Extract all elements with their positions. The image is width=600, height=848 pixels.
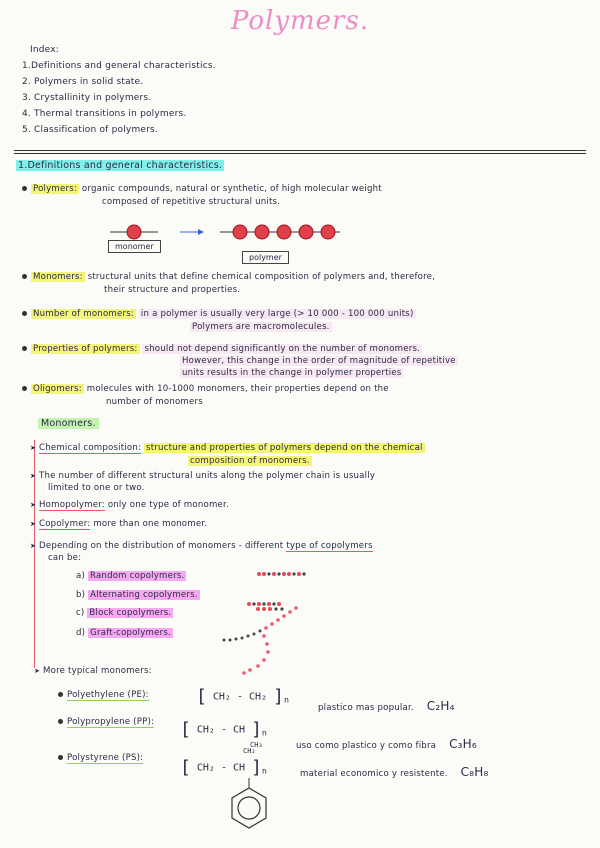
index-item: 5. Classification of polymers. bbox=[22, 125, 158, 135]
homo-def: only one type of monomer. bbox=[107, 500, 229, 510]
index-label: Index: bbox=[30, 45, 60, 55]
polymer-circle bbox=[233, 225, 247, 239]
page-title: Polymers. bbox=[230, 6, 370, 36]
chem-def-line: composition of monomers. bbox=[190, 456, 310, 466]
polystyrene-formula: [ CH₂ - CH ]$_n$ bbox=[180, 757, 267, 778]
index-item: 3. Crystallinity in polymers. bbox=[22, 93, 152, 103]
polymer-label: polymer bbox=[242, 251, 289, 264]
chem-def-line: structure and properties of polymers depend on the chemical bbox=[146, 443, 423, 453]
divider bbox=[14, 153, 586, 154]
graft-copolymer-sketch bbox=[220, 600, 310, 680]
random-copolymer-sketch bbox=[255, 568, 355, 580]
bullet-icon bbox=[22, 186, 27, 191]
polypropylene-label: Polypropylene (PP): bbox=[58, 716, 154, 728]
depending-line: can be: bbox=[48, 553, 82, 563]
homopolymer-line bbox=[30, 499, 229, 511]
copolymer-type: d) Graft-copolymers. bbox=[76, 628, 171, 638]
polymers-def-line: composed of repetitive structural units. bbox=[102, 197, 281, 207]
arrow-icon: ➤ bbox=[30, 501, 37, 509]
properties-definition bbox=[22, 343, 597, 355]
index-item: 2. Polymers in solid state. bbox=[22, 77, 144, 87]
benzene-ring bbox=[224, 778, 274, 832]
polymer-circle bbox=[277, 225, 291, 239]
monomers-heading-text: Monomers. bbox=[38, 418, 99, 429]
oligomers-def-line: molecules with 10-1000 monomers, their properties depend on the bbox=[86, 384, 389, 394]
monomer-circle bbox=[127, 225, 141, 239]
polystyrene-note: material economico y resistente. C₈H₈ bbox=[300, 765, 489, 779]
properties-def-line: should not depend significantly on the number of monomers. bbox=[144, 344, 421, 354]
depending-line: ➤ Depending on the distribution of monomers - different type of copolymers bbox=[30, 541, 373, 551]
structural-units-line: limited to one or two. bbox=[48, 483, 145, 493]
index-list bbox=[22, 58, 216, 138]
polypropylene-formula: [ CH₂ - CH ]$_n$ bbox=[180, 719, 267, 740]
copoly-term: Copolymer: bbox=[39, 519, 91, 529]
polyethylene-label: Polyethylene (PE): bbox=[58, 689, 149, 701]
copolymer-type: b) Alternating copolymers. bbox=[76, 590, 198, 600]
index-item: 1.Definitions and general characteristics. bbox=[22, 61, 216, 71]
polypropylene-note: uso como plastico y como fibra C₃H₆ bbox=[296, 737, 477, 751]
properties-term: Properties of polymers: bbox=[33, 344, 138, 354]
monomers-term: Monomers: bbox=[33, 272, 83, 282]
number-definition bbox=[22, 308, 597, 320]
bullet-icon bbox=[58, 719, 63, 724]
arrow-icon: ➤ bbox=[30, 542, 37, 550]
bullet-icon bbox=[22, 311, 27, 316]
arrow-icon: ➤ bbox=[30, 472, 37, 480]
monomers-definition bbox=[22, 271, 592, 283]
structural-units-line: ➤ The number of different structural units along the polymer chain is usually bbox=[30, 471, 376, 481]
monomer-label: monomer bbox=[108, 240, 161, 253]
chem-term: Chemical composition: bbox=[39, 443, 142, 453]
section-heading bbox=[16, 160, 224, 172]
oligomers-term: Oligomers: bbox=[33, 384, 82, 394]
monomers-def-line: structural units that define chemical composition of polymers and, therefore, bbox=[87, 272, 436, 282]
polymer-circle bbox=[321, 225, 335, 239]
section-heading-text: 1.Definitions and general characteristics. bbox=[18, 160, 223, 171]
divider bbox=[14, 150, 586, 151]
number-def-line: Polymers are macromolecules. bbox=[192, 322, 330, 332]
properties-def-line: units results in the change in polymer properties bbox=[182, 368, 402, 378]
oligomers-definition bbox=[22, 383, 597, 395]
index-item: 4. Thermal transitions in polymers. bbox=[22, 109, 187, 119]
monomers-heading bbox=[38, 418, 99, 430]
polymers-term: Polymers: bbox=[33, 184, 77, 194]
monomers-def-line: their structure and properties. bbox=[104, 285, 241, 295]
arrow-icon: ➤ bbox=[30, 444, 37, 452]
properties-def-line: However, this change in the order of magnitude of repetitive bbox=[182, 356, 456, 366]
copolymer-type: c) Block copolymers. bbox=[76, 608, 172, 618]
bullet-icon bbox=[22, 386, 27, 391]
bullet-icon bbox=[58, 692, 63, 697]
polyethylene-note: plastico mas popular. C₂H₄ bbox=[318, 699, 455, 713]
chem-composition bbox=[30, 442, 595, 454]
bullet-icon bbox=[22, 274, 27, 279]
arrow-icon: ➤ bbox=[30, 520, 37, 528]
number-def-line: in a polymer is usually very large (> 10 000 - 100 000 units) bbox=[140, 309, 414, 319]
polymers-def-line: organic compounds, natural or synthetic, of high molecular weight bbox=[81, 184, 382, 194]
typical-monomers-heading: ➤ More typical monomers: bbox=[34, 666, 152, 676]
number-term: Number of monomers: bbox=[33, 309, 134, 319]
copoly-def: more than one monomer. bbox=[93, 519, 208, 529]
homo-term: Homopolymer: bbox=[39, 500, 105, 510]
polymer-circle bbox=[299, 225, 313, 239]
polystyrene-label: Polystyrene (PS): bbox=[58, 752, 143, 764]
arrow-icon: ➤ bbox=[34, 667, 41, 675]
methyl-group: CH₃ bbox=[250, 741, 263, 749]
copolymer-type: a) Random copolymers. bbox=[76, 571, 185, 581]
polymer-circle bbox=[255, 225, 269, 239]
bullet-icon bbox=[58, 755, 63, 760]
oligomers-def-line: number of monomers bbox=[106, 397, 203, 407]
ps-top-group: CH₂ bbox=[243, 747, 256, 755]
polymers-definition bbox=[22, 183, 592, 195]
polyethylene-formula: [ CH₂ - CH₂ ]$_n$ bbox=[196, 686, 289, 707]
bullet-icon bbox=[22, 346, 27, 351]
copolymer-line bbox=[30, 518, 207, 530]
